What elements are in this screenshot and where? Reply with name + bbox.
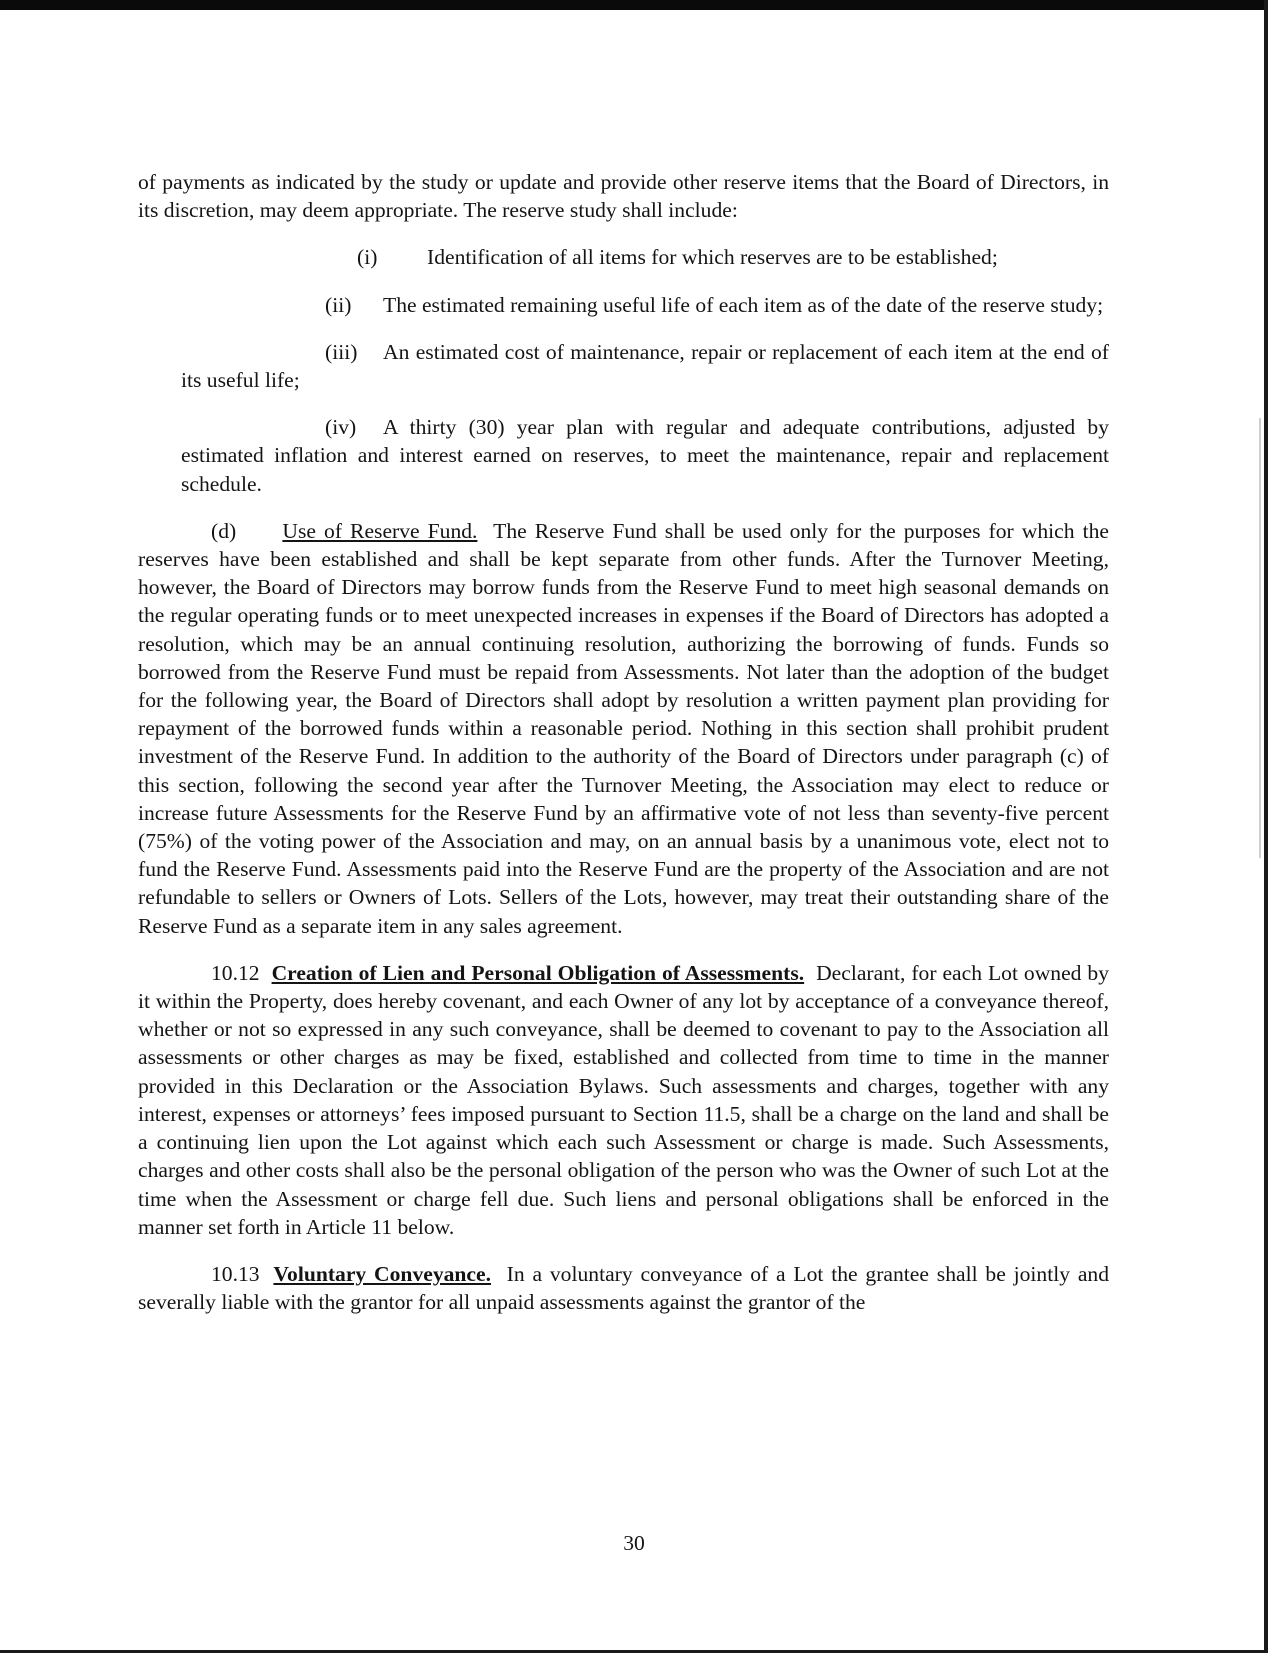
reserve-item-iv: [138, 413, 1109, 498]
subsection-d: [138, 517, 1109, 940]
section-10-12: [138, 959, 1109, 1241]
document-page: [138, 168, 1109, 1335]
page-number: 30: [623, 1531, 645, 1555]
subsection-number: (d): [211, 518, 237, 543]
reserve-item-ii: [138, 291, 1109, 319]
section-text: In a voluntary conveyance of a Lot the grantee shall be jointly and severally liable with the grantor for all unpaid assessments against the grantor of the: [138, 1261, 1109, 1315]
section-10-13: [138, 1260, 1109, 1316]
section-text: Declarant, for each Lot owned by it within the Property, does hereby covenant, and each Owner of any lot by acceptance of a conveyance thereof, whether or not so expressed in any such conveyance, shall be deemed to covenant to pay to the Association all assessments or other charges as may be fixed, established and collected from time to time in the manner provided in this Declaration or the Association Bylaws. Such assessments and charges, together with any interest, expenses or attorneys’ fees imposed pursuant to Section 11.5, shall be a charge on the land and shall be a continuing lien upon the Lot against which each such Assessment or charge is made. Such Assessments, charges and other costs shall also be the personal obligation of the person who was the Owner of such Lot at the time when the Assessment or charge fell due. Such liens and personal obligations shall be enforced in the manner set forth in Article 11 below.: [138, 960, 1110, 1239]
item-text: A thirty (30) year plan with regular and adequate contributions, adjusted by estimated inflation and interest earned on reserves, to meet the maintenance, repair and replacement schedule.: [181, 415, 1109, 496]
section-number: 10.12: [211, 960, 260, 985]
section-heading: Creation of Lien and Personal Obligation of Assessments.: [271, 960, 805, 985]
item-number: (ii): [325, 292, 352, 317]
item-text: The estimated remaining useful life of each item as of the date of the reserve study;: [383, 292, 1104, 317]
reserve-item-iii: [138, 338, 1109, 394]
subsection-heading: Use of Reserve Fund.: [282, 518, 478, 543]
scan-right-edge: [1264, 0, 1268, 1653]
intro-paragraph: of payments as indicated by the study or update and provide other reserve items that the Board of Directors, in its discretion, may deem appropriate. The reserve study shall include:: [138, 170, 1109, 223]
scan-top-edge: [0, 0, 1268, 10]
scan-margin-mark: [1259, 418, 1261, 858]
reserve-item-i: [138, 243, 1109, 271]
item-number: (i): [357, 245, 378, 270]
section-number: 10.13: [211, 1261, 260, 1286]
item-number: (iii): [325, 339, 358, 364]
section-heading: Voluntary Conveyance.: [273, 1261, 491, 1286]
item-text: Identification of all items for which reserves are to be established;: [427, 245, 998, 270]
item-number: (iv): [325, 415, 357, 440]
subsection-text: The Reserve Fund shall be used only for the purposes for which the reserves have been established and shall be kept separate from other funds. After the Turnover Meeting, however, the Board of Directors may borrow funds from the Reserve Fund to meet high seasonal demands on the regular operating funds or to meet unexpected increases in expenses if the Board of Directors has adopted a resolution, which may be an annual continuing resolution, authorizing the borrowing of funds. Funds so borrowed from the Reserve Fund must be repaid from Assessments. Not later than the adoption of the budget for the following year, the Board of Directors shall adopt by resolution a written payment plan providing for repayment of the borrowed funds within a reasonable period. Nothing in this section shall prohibit prudent investment of the Reserve Fund. In addition to the authority of the Board of Directors under paragraph (c) of this section, following the second year after the Turnover Meeting, the Association may elect to reduce or increase future Assessments for the Reserve Fund by an affirmative vote of not less than seventy-five percent (75%) of the voting power of the Association and may, on an annual basis by a unanimous vote, elect not to fund the Reserve Fund. Assessments paid into the Reserve Fund are the property of the Association and are not refundable to sellers or Owners of Lots. Sellers of the Lots, however, may treat their outstanding share of the Reserve Fund as a separate item in any sales agreement.: [138, 518, 1109, 938]
item-text: An estimated cost of maintenance, repair or replacement of each item at the end of its useful life;: [181, 339, 1109, 393]
